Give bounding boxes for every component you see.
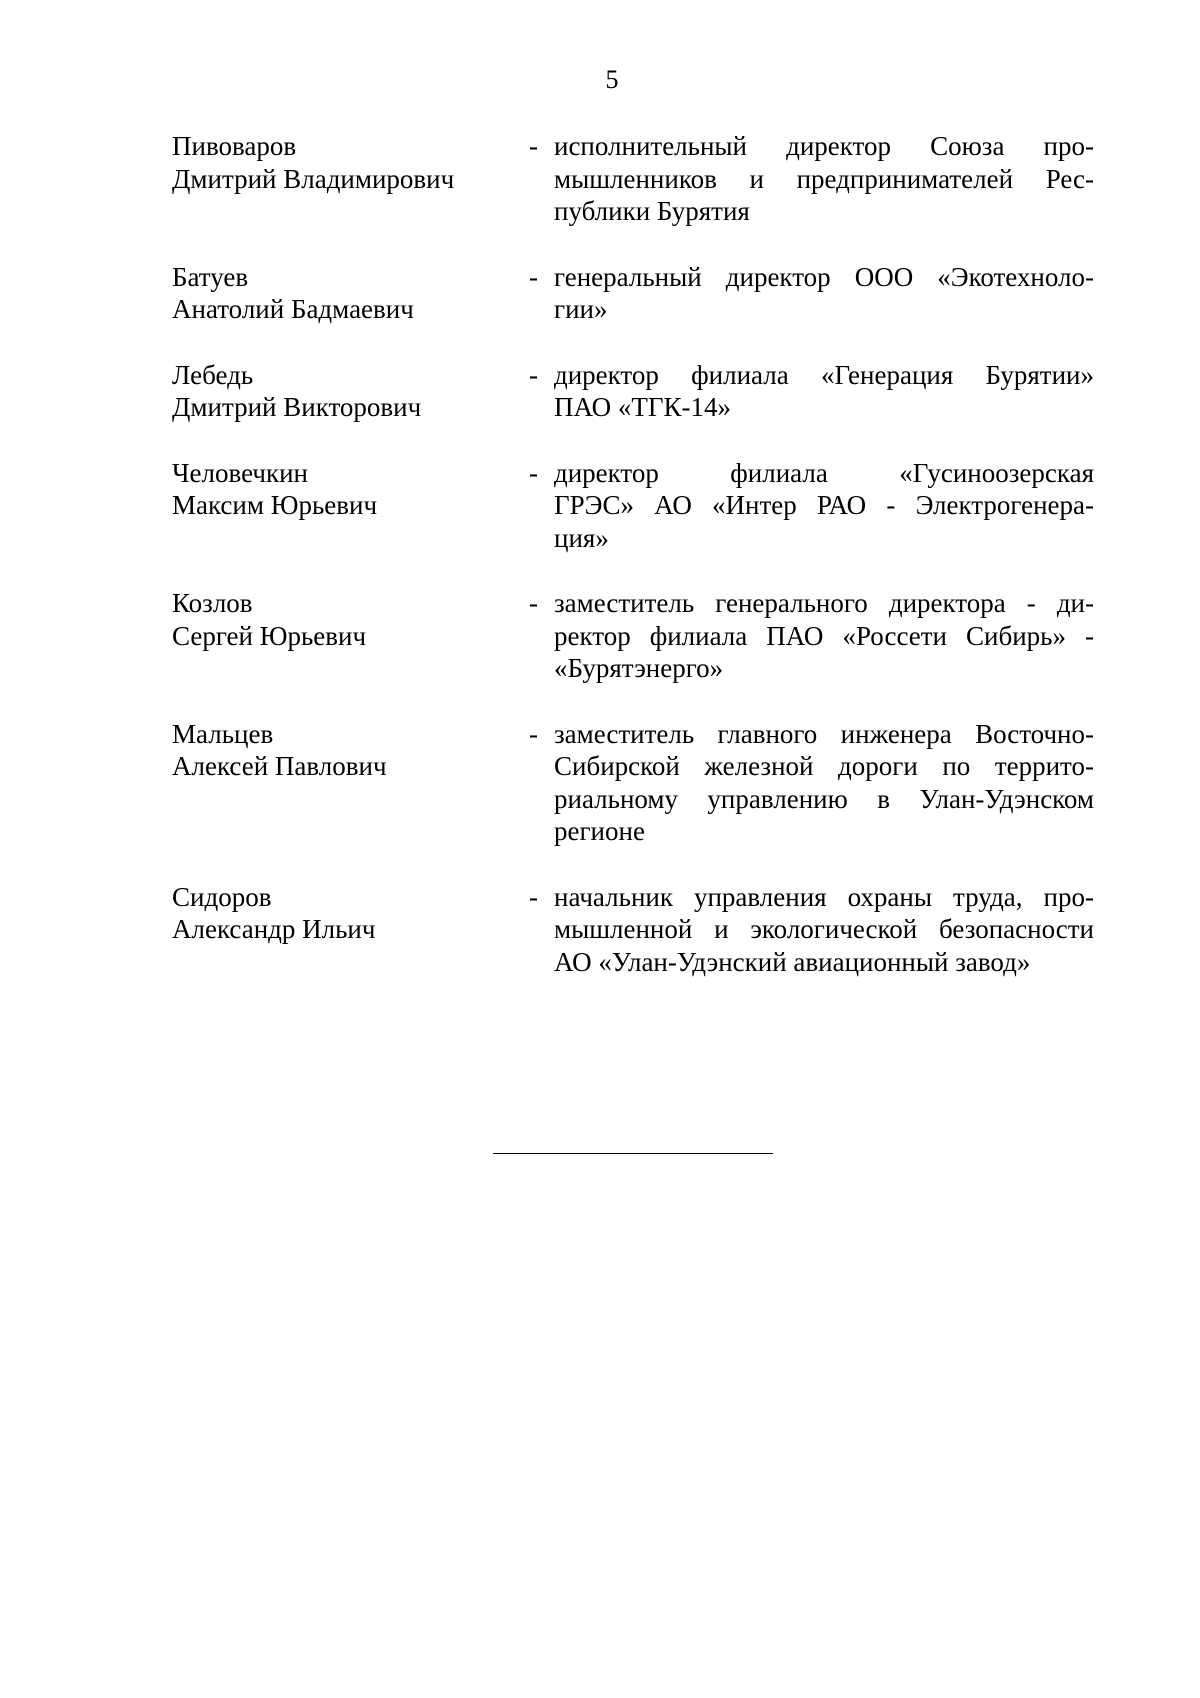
dash-separator: - [529,457,538,488]
list-item [172,261,1094,326]
surname: Батуев [172,261,249,292]
dash-separator: - [529,588,538,618]
position-line: директор филиала «Гусиноозерская [554,457,1094,488]
surname: Сидоров [172,881,272,912]
position-line: ПАО «ТГК-14» [554,392,732,422]
position-line: ректор филиала ПАО «Россети Сибирь» - [554,620,1094,651]
position-line: начальник управления охраны труда, про- [554,881,1094,912]
page-number: 5 [605,65,619,94]
position-line: гии» [554,294,608,324]
person-name [172,587,532,652]
surname: Пивоваров [172,131,297,161]
position-line: ция» [554,522,609,553]
list-item [172,359,1094,424]
member-list [172,130,1094,978]
surname: Мальцев [172,718,274,749]
dash-separator: - [529,131,538,161]
position-line: ГРЭС» АО «Интер РАО - Электрогенера- [554,490,1094,520]
position-line: генеральный директор ООО «Экотехноло- [554,261,1094,292]
dash-separator: - [529,881,538,912]
position-line: директор филиала «Генерация Бурятии» [554,359,1094,390]
position-line: мышленной и экологической безопасности [554,914,1094,944]
dash-separator: - [529,261,538,292]
list-item [172,130,1094,228]
given-names: Алексей Павлович [172,751,387,781]
given-names: Максим Юрьевич [172,490,378,520]
dash-separator: - [529,359,538,390]
position-line: мышленников и предпринимателей Рес- [554,163,1094,194]
list-item [172,881,1094,979]
position-title [554,359,1094,424]
person-name [172,881,532,946]
surname: Лебедь [172,359,254,390]
person-name [172,718,532,783]
position-title [554,881,1094,979]
end-of-list-rule [493,1153,773,1154]
dash-separator: - [529,718,538,749]
position-title [554,718,1094,848]
position-title [554,587,1094,685]
list-item [172,718,1094,848]
position-title [554,130,1094,228]
surname: Козлов [172,588,253,618]
list-item [172,587,1094,685]
position-line: публики Бурятия [554,196,750,226]
position-line: «Бурятэнерго» [554,653,724,683]
position-title [554,261,1094,326]
surname: Человечкин [172,457,309,488]
position-line: Сибирской железной дороги по террито- [554,751,1094,781]
person-name [172,359,532,424]
position-line: заместитель генерального директора - ди- [554,588,1094,618]
given-names: Дмитрий Владимирович [172,163,455,194]
position-line: риальному управлению в Улан-Удэнском [554,783,1094,814]
person-name [172,261,532,326]
person-name [172,457,532,522]
person-name [172,130,532,195]
given-names: Александр Ильич [172,914,376,944]
position-line: исполнительный директор Союза про- [554,131,1094,161]
position-line: регионе [554,816,645,846]
position-line: АО «Улан-Удэнский авиационный завод» [554,946,1031,977]
position-line: заместитель главного инженера Восточно- [554,718,1094,749]
given-names: Дмитрий Викторович [172,392,422,422]
list-item [172,457,1094,555]
position-title [554,457,1094,555]
given-names: Анатолий Бадмаевич [172,294,414,324]
given-names: Сергей Юрьевич [172,620,367,651]
